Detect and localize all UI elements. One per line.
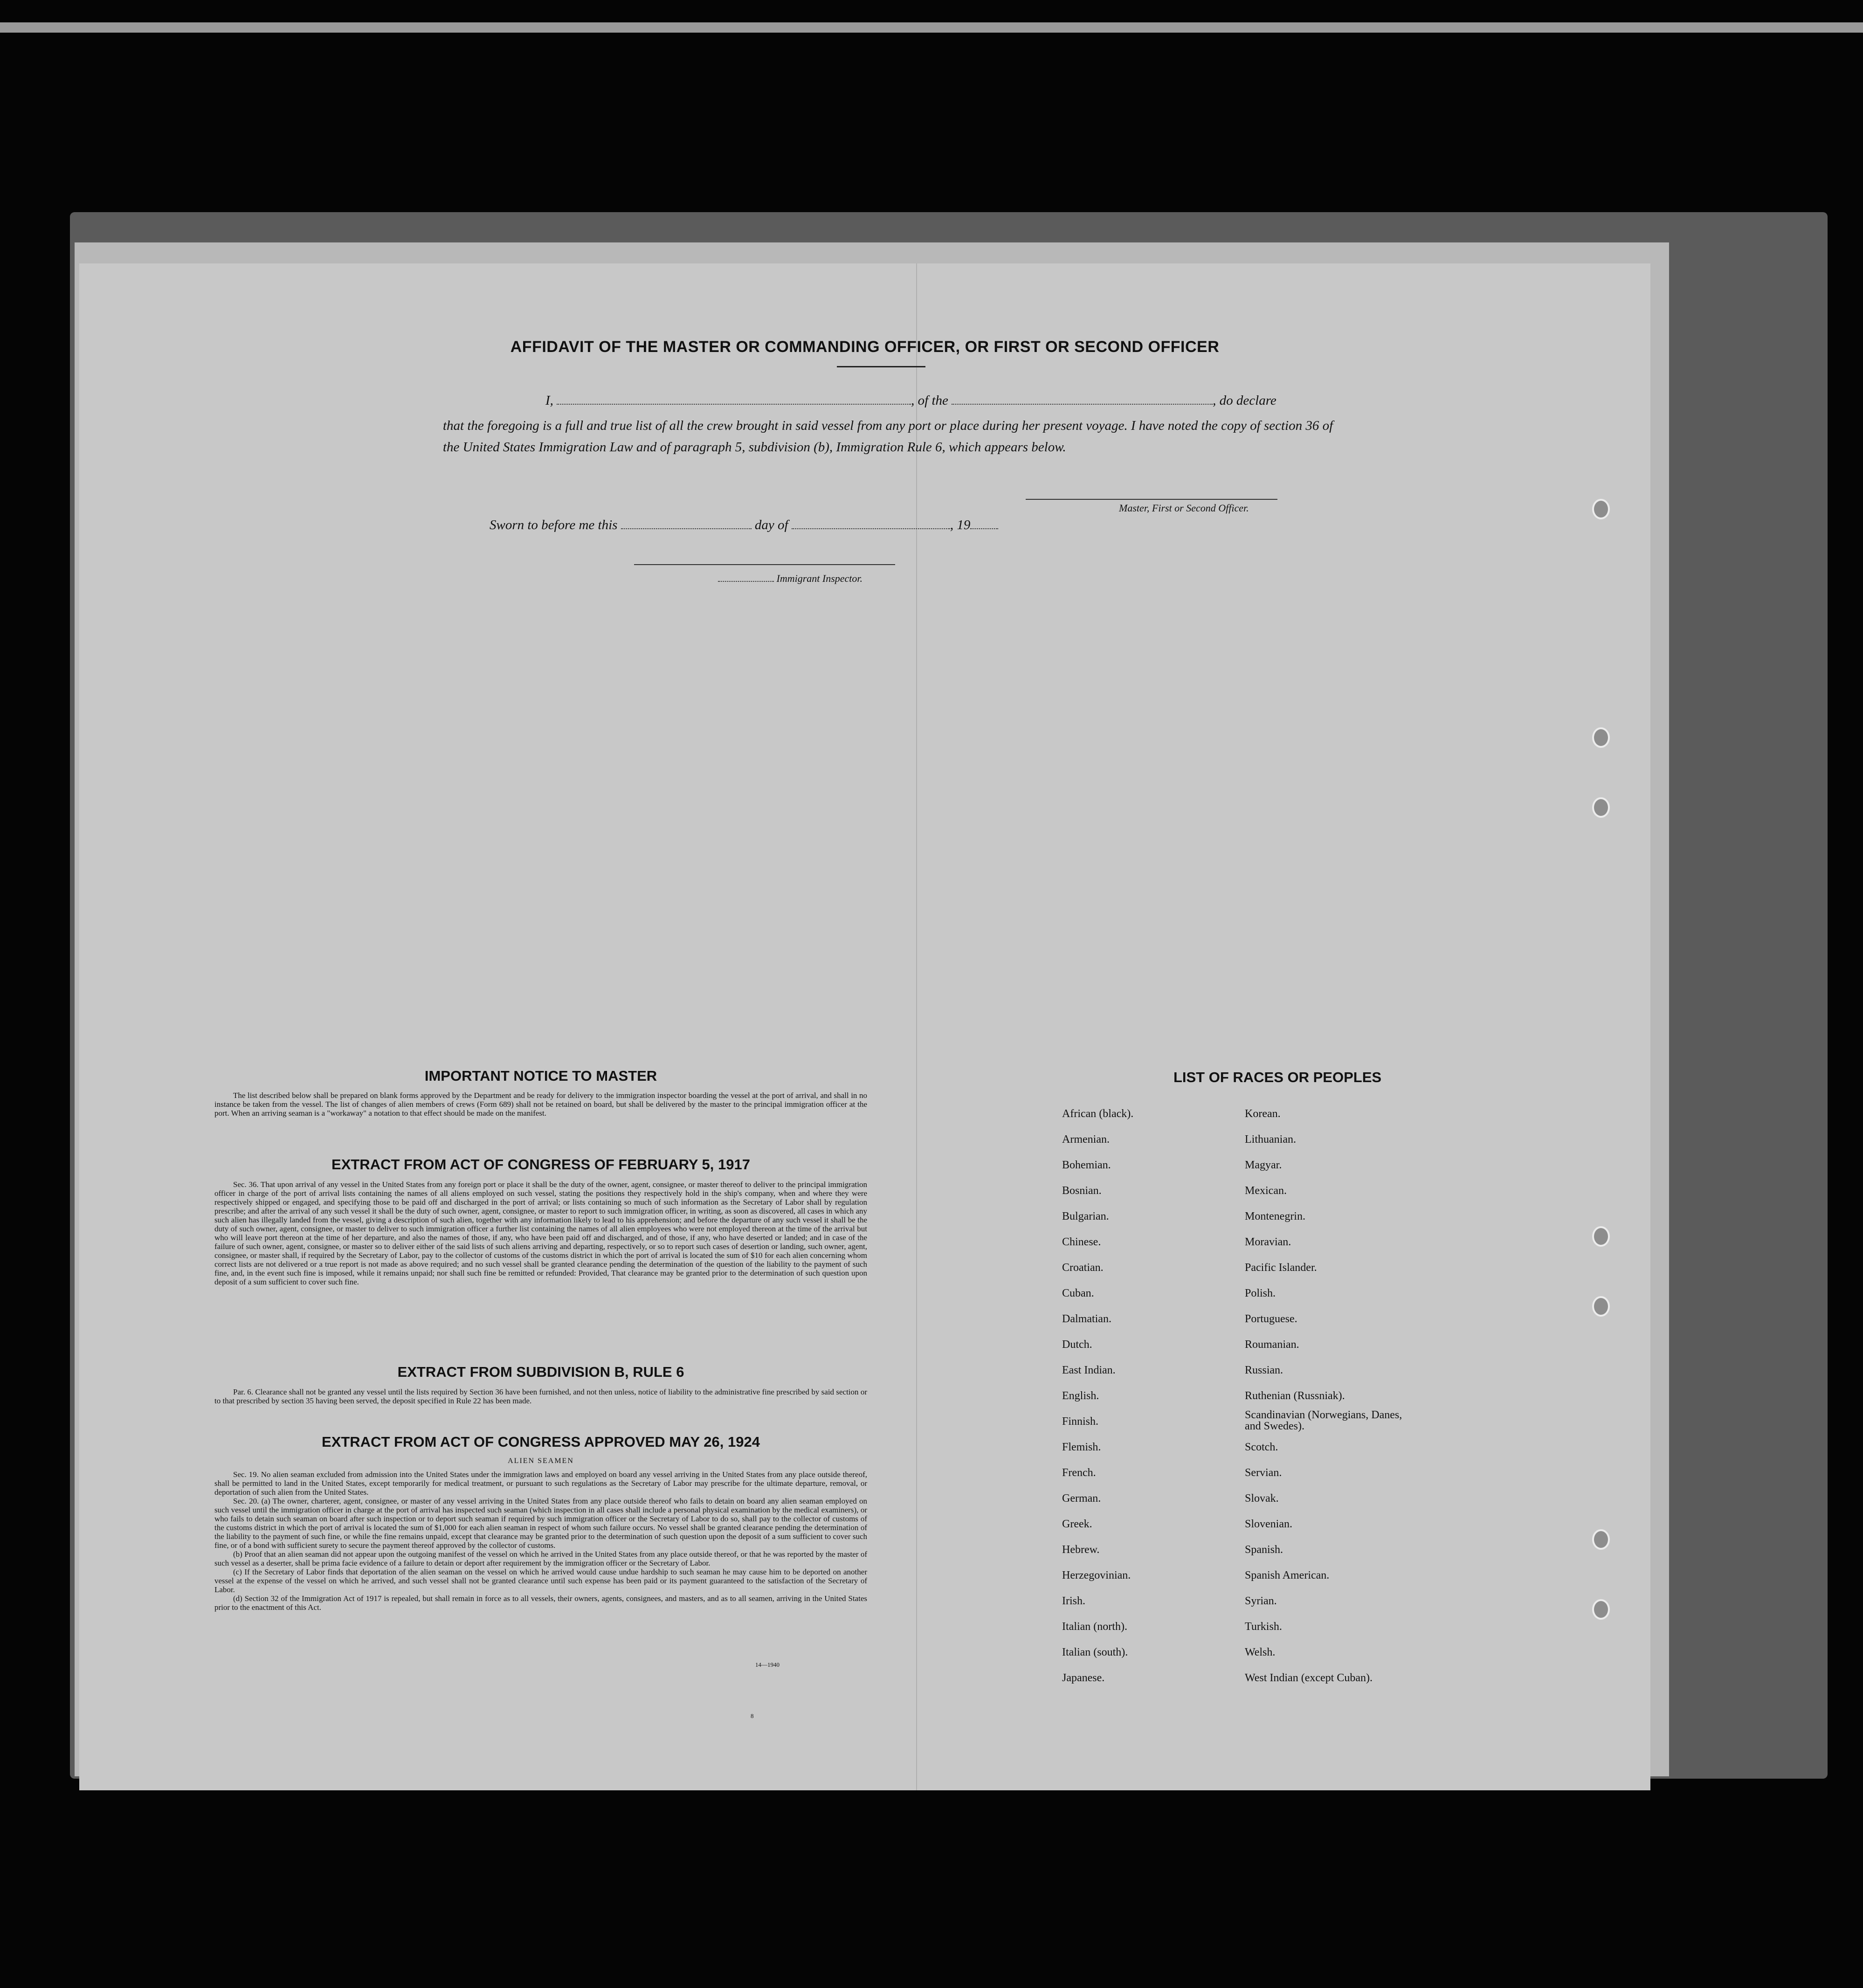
affidavit-declare-label: , do declare [1213, 393, 1276, 408]
race-item: Slovak. [1245, 1492, 1279, 1505]
notice-paragraph: The list described below shall be prepared on blank forms approved by the Department and be ready for delivery to the immigration inspector boarding the vessel at the port of arrival, and shall in no instance be taken from the vessel. The list of changes of alien members of crews (Form 689) shall not be retained on board, but shall be delivered by the master to the principal immigration officer at the port. When an arriving seaman is a "workaway" a notation to that effect should be made on the manifest. [214, 1091, 867, 1118]
binder-hole [1592, 1529, 1610, 1550]
act-1924-title: EXTRACT FROM ACT OF CONGRESS APPROVED MAY 26, 1924 [322, 1434, 760, 1450]
race-item: Portuguese. [1245, 1313, 1297, 1325]
document-page [79, 263, 1650, 1790]
inspector-label-text: Immigrant Inspector. [776, 573, 863, 584]
rule6-paragraph: Par. 6. Clearance shall not be granted any vessel until the lists required by Section 36 have been furnished, and not then unless, notice of liability to the administrative fine prescribed by said section or to that prescribed by section 35 having been served, the deposit specified in Rule 22 has been made. [214, 1387, 867, 1405]
race-item: Russian. [1245, 1364, 1283, 1376]
inspector-dots [718, 581, 774, 582]
form-number: 14—1940 [755, 1661, 780, 1668]
race-item: Welsh. [1245, 1646, 1276, 1658]
act-1924-paragraph: Sec. 20. (a) The owner, charterer, agent, consignee, or master of any vessel arriving in the United States from any place outside thereof who fails to detain on board any alien seaman employed on such vessel until the immigration officer in charge at the port of arrival has inspected such seaman (which inspection in all cases shall include a personal physical examination by the medical examiners), or who fails to detain such seaman on board after such inspection or to deport such seaman if required by such immigration officer or the Secretary of Labor to do so, shall pay to the collector of customs of the customs district in which the port of arrival is located the sum of $1,000 for each alien seaman in respect of whom such failure occurs. No vessel shall be granted clearance pending the determination of the liability to the payment of such fine, or while the fine remains unpaid, except that clearance may be granted prior to the determination of such question upon the deposit of a sum sufficient to cover such fine, or of a bond with sufficient surety to secure the payment thereof approved by the collector of customs. [214, 1497, 867, 1550]
binder-hole [1592, 797, 1610, 818]
act-1917-text [214, 1180, 867, 1286]
act-1917-title: EXTRACT FROM ACT OF CONGRESS OF FEBRUARY 5, 1917 [331, 1156, 750, 1173]
act-1924-paragraph: (d) Section 32 of the Immigration Act of 1917 is repealed, but shall remain in force as to all vessels, their owners, agents, consignees, and masters, and as to all seamen, arriving in the United States prior to the enactment of this Act. [214, 1594, 867, 1612]
sworn-label: Sworn to before me this [490, 518, 618, 532]
sworn-month-field[interactable] [792, 528, 950, 529]
act-1924-paragraph: (b) Proof that an alien seaman did not appear upon the outgoing manifest of the vessel on which he arrived in the United States from any place outside thereof, or that he was reported by the master of such vessel as a deserter, shall be prima facie evidence of a failure to detain or deport after requirement by the immigration officer or the Secretary of Labor. [214, 1550, 867, 1567]
binder-hole [1592, 727, 1610, 748]
race-item: Scotch. [1245, 1441, 1278, 1453]
race-item: Greek. [1062, 1518, 1092, 1530]
act-1924-paragraph: Sec. 19. No alien seaman excluded from admission into the United States under the immigration laws and employed on board any vessel arriving in the United States from any place outside thereof, shall be permitted to land in the United States, except temporarily for medical treatment, or pursuant to such regulations as the Secretary of Labor may prescribe for the ultimate departure, removal, or deportation of such alien from the United States. [214, 1470, 867, 1497]
race-item: Bohemian. [1062, 1159, 1111, 1171]
race-item: Mexican. [1245, 1185, 1287, 1197]
race-item: Ruthenian (Russniak). [1245, 1390, 1345, 1402]
race-item: English. [1062, 1390, 1099, 1402]
race-item: Hebrew. [1062, 1544, 1100, 1556]
race-item: Syrian. [1245, 1595, 1277, 1607]
inspector-signature-line[interactable] [634, 564, 895, 565]
binder-hole [1592, 1296, 1610, 1317]
act-1924-text [214, 1470, 867, 1612]
act-1924-subtitle: ALIEN SEAMEN [508, 1457, 574, 1465]
sworn-line [490, 518, 998, 533]
race-item: Moravian. [1245, 1236, 1291, 1248]
page-fold [916, 263, 917, 1790]
vessel-name-field[interactable] [952, 404, 1213, 405]
race-item: Bosnian. [1062, 1185, 1102, 1197]
race-item: Slovenian. [1245, 1518, 1292, 1530]
race-item: German. [1062, 1492, 1101, 1505]
race-item: Finnish. [1062, 1415, 1099, 1428]
day-of-label: day of [754, 518, 788, 532]
race-item: Cuban. [1062, 1287, 1094, 1299]
affidavit-first-line [545, 393, 1276, 408]
race-item: Spanish. [1245, 1544, 1283, 1556]
race-item: African (black). [1062, 1108, 1134, 1120]
race-item: Japanese. [1062, 1672, 1105, 1684]
race-item: Croatian. [1062, 1262, 1104, 1274]
race-item: Roumanian. [1245, 1339, 1299, 1351]
affidavit-title: AFFIDAVIT OF THE MASTER OR COMMANDING OFFICER, OR FIRST OR SECOND OFFICER [510, 338, 1220, 356]
race-item: Servian. [1245, 1467, 1282, 1479]
race-item: Magyar. [1245, 1159, 1282, 1171]
act-1917-paragraph: Sec. 36. That upon arrival of any vessel in the United States from any foreign port or place it shall be the duty of the owner, agent, consignee, or master thereof to deliver to the principal immigration officer in charge of the port of arrival lists containing the names of all aliens employed on such vessel, stating the positions they respectively hold in the ship's company, when and where they were respectively shipped or engaged, and specifying those to be paid off and discharged in the port of arrival; or lists containing so much of such information as the Secretary of Labor shall by regulation prescribe; and after the arrival of any such vessel it shall be the duty of such owner, agent, consignee, or master to report to such immigration officer, in writing, as soon as discovered, all cases in which any such alien has illegally landed from the vessel, giving a description of such alien, together with any information likely to lead to his apprehension; and before the departure of any such vessel it shall be the duty of such owner, agent, consignee, or master to deliver to such immigration officer a further list containing the names of all alien employees who were not employed thereon at the time of the arrival but who will leave port thereon at the time of her departure, and also the names of those, if any, who have been paid off and discharged, and of those, if any, who have deserted or landed; and in case of the failure of such owner, agent, consignee, or master so to deliver either of the said lists of such aliens arriving and departing, respectively, or so to report such cases of desertion or landing, such owner, agent, consignee, or master shall, if required by the Secretary of Labor, pay to the collector of customs of the customs district in which the port of arrival is located the sum of $10 for each alien concerning whom correct lists are not delivered or a true report is not made as above required; and no such vessel shall be granted clearance pending the determination of the question of the liability to the payment of such fine, and, in the event such fine is imposed, while it remains unpaid; nor shall such fine be remitted or refunded: Provided, That clearance may be granted prior to the determination of such question upon deposit of a sum sufficient to cover such fine. [214, 1180, 867, 1286]
race-item: French. [1062, 1467, 1096, 1479]
inspector-signature-label [718, 573, 862, 585]
notice-text [214, 1091, 867, 1118]
race-item: West Indian (except Cuban). [1245, 1672, 1373, 1684]
races-title: LIST OF RACES OR PEOPLES [1173, 1069, 1382, 1085]
race-item: Lithuanian. [1245, 1133, 1296, 1146]
race-item: Armenian. [1062, 1133, 1110, 1146]
race-item: Montenegrin. [1245, 1210, 1305, 1222]
race-item: Pacific Islander. [1245, 1262, 1317, 1274]
race-item: Dutch. [1062, 1339, 1092, 1351]
race-item: Spanish American. [1245, 1569, 1330, 1581]
race-item: Italian (south). [1062, 1646, 1128, 1658]
binder-hole [1592, 1226, 1610, 1247]
act-1924-paragraph: (c) If the Secretary of Labor finds that deportation of the alien seaman on the vessel on which he arrived would cause undue hardship to such seaman he may cause him to be deported on another vessel at the expense of the vessel on which he arrived, and such vessel shall not be granted clearance until such expense has been paid or its payment guaranteed to the satisfaction of the Secretary of Labor. [214, 1567, 867, 1594]
rule6-text [214, 1387, 867, 1405]
race-item: Irish. [1062, 1595, 1085, 1607]
race-item: Korean. [1245, 1108, 1281, 1120]
affidavit-of-the-label: , of the [911, 393, 948, 408]
race-item: Dalmatian. [1062, 1313, 1111, 1325]
film-edge-strip [0, 22, 1863, 33]
binder-hole [1592, 1599, 1610, 1620]
notice-title: IMPORTANT NOTICE TO MASTER [424, 1068, 657, 1084]
race-item: East Indian. [1062, 1364, 1116, 1376]
race-item: Turkish. [1245, 1621, 1282, 1633]
master-signature-label: Master, First or Second Officer. [1119, 502, 1249, 514]
sworn-year-field[interactable] [970, 528, 998, 529]
officer-name-field[interactable] [557, 404, 911, 405]
master-signature-line[interactable] [1026, 499, 1277, 500]
race-item: Flemish. [1062, 1441, 1101, 1453]
race-item: Italian (north). [1062, 1621, 1127, 1633]
title-rule [837, 366, 925, 367]
page-marker: 8 [751, 1712, 754, 1719]
sworn-day-field[interactable] [621, 528, 752, 529]
binder-hole [1592, 499, 1610, 519]
race-item: Bulgarian. [1062, 1210, 1109, 1222]
affidavit-i-label: I, [545, 393, 553, 408]
affidavit-body: that the foregoing is a full and true list of all the crew brought in said vessel from any port or place during her present voyage. I have noted the copy of section 36 of the United States Immigration Law and of paragraph 5, subdivision (b), Immigration Rule 6, which appears below. [443, 418, 1333, 455]
year-prefix-label: , 19 [950, 518, 971, 532]
race-item: Chinese. [1062, 1236, 1101, 1248]
race-item: Scandinavian (Norwegians, Danes, and Swedes). [1245, 1409, 1402, 1432]
race-item: Herzegovinian. [1062, 1569, 1131, 1581]
rule6-title: EXTRACT FROM SUBDIVISION B, RULE 6 [397, 1364, 684, 1380]
race-item: Polish. [1245, 1287, 1276, 1299]
